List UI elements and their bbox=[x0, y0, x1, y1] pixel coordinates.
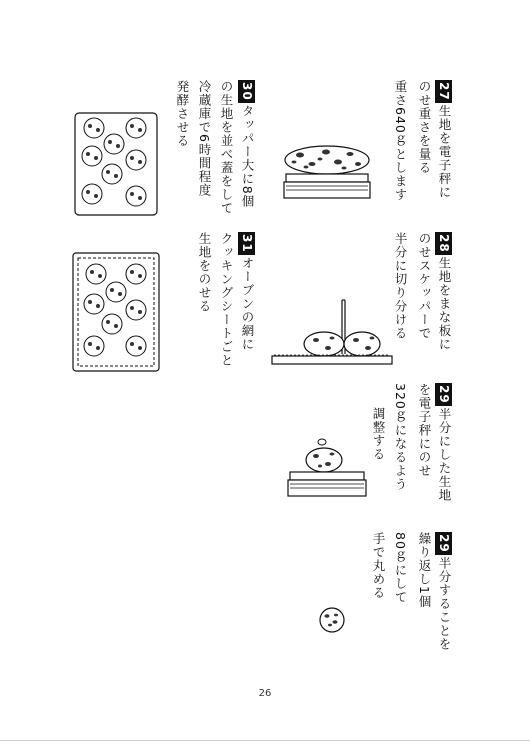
step-text: 半分に切り分ける bbox=[393, 232, 408, 340]
step-text: 80ｇにして bbox=[393, 532, 408, 604]
step-number-badge: 27 bbox=[437, 82, 451, 101]
scale-half-dough-illustration bbox=[286, 436, 368, 506]
step-text: 冷蔵庫で6時間程度 bbox=[197, 80, 212, 197]
step-line bbox=[435, 532, 453, 651]
step-number-badge: 31 bbox=[240, 234, 254, 253]
step-text: の生地を並べ蓋をして bbox=[219, 80, 234, 215]
step-text: 生地をのせる bbox=[197, 232, 212, 313]
step-line bbox=[238, 232, 256, 351]
scale-with-dough-illustration bbox=[282, 140, 372, 208]
step-text: 調整する bbox=[371, 407, 386, 461]
step-line bbox=[370, 407, 387, 461]
dough-ball-illustration bbox=[318, 606, 346, 638]
step-line bbox=[416, 383, 433, 478]
step-text: 生地をまな板に bbox=[437, 256, 452, 352]
step-number-badge: 30 bbox=[240, 82, 254, 101]
step-line bbox=[416, 532, 433, 608]
step-number-badge: 28 bbox=[437, 234, 451, 253]
step-line bbox=[435, 80, 453, 199]
step-text: オーブンの網に bbox=[240, 256, 255, 352]
step-text: クッキングシートごと bbox=[219, 232, 234, 367]
step-line bbox=[392, 80, 409, 201]
step-text: 重さ640ｇとします bbox=[393, 80, 408, 202]
container-dough-illustration bbox=[74, 112, 158, 220]
step-number-badge: 29 bbox=[437, 534, 451, 553]
step-line bbox=[435, 383, 453, 502]
step-line bbox=[416, 232, 433, 340]
step-number-badge: 29 bbox=[437, 385, 451, 404]
step-text: 320ｇになるよう bbox=[393, 383, 408, 491]
step-line bbox=[196, 80, 213, 197]
step-line bbox=[196, 232, 213, 313]
step-text: 発酵させる bbox=[175, 80, 190, 148]
step-text: 繰り返し1個 bbox=[417, 532, 432, 609]
step-line bbox=[238, 80, 256, 208]
cutting-board-scraper-illustration bbox=[272, 298, 392, 372]
step-line bbox=[392, 383, 409, 491]
step-text: のせ重さを量る bbox=[417, 80, 432, 175]
page-number: 26 bbox=[258, 688, 272, 699]
step-text: 生地を電子秤に bbox=[437, 104, 452, 200]
step-text: 半分にした生地 bbox=[437, 407, 452, 503]
step-text: を電子秤にのせ bbox=[417, 383, 432, 478]
step-line bbox=[392, 232, 409, 340]
step-line bbox=[218, 80, 235, 215]
step-line bbox=[435, 232, 453, 351]
step-text: タッパー大に8個 bbox=[240, 104, 255, 209]
step-text: 半分することを bbox=[437, 556, 452, 652]
step-text: 手で丸める bbox=[371, 532, 386, 600]
step-line bbox=[218, 232, 235, 367]
step-line bbox=[392, 532, 409, 604]
step-text: のせスケッパーで bbox=[417, 232, 432, 340]
bottom-divider bbox=[0, 740, 530, 741]
step-line bbox=[416, 80, 433, 175]
step-line bbox=[370, 532, 387, 600]
oven-rack-dough-illustration bbox=[72, 252, 160, 376]
step-line bbox=[174, 80, 191, 148]
